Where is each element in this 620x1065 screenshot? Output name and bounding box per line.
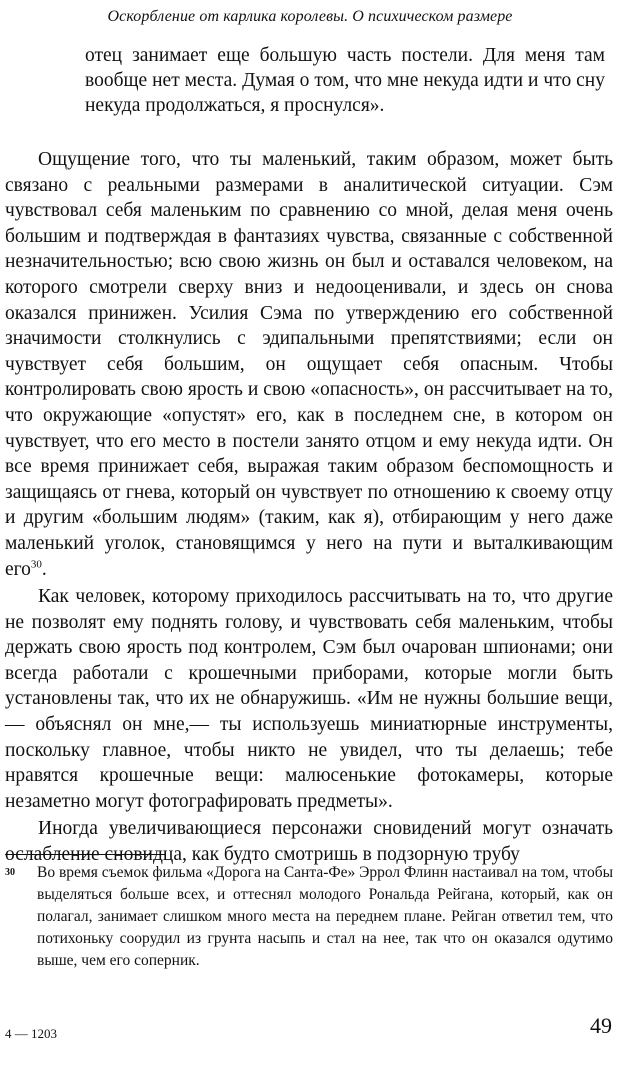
paragraph-1-end: . xyxy=(41,558,47,580)
paragraph-2: Как человек, которому приходилось рассчитывать на то, что другие не позволят ему поднять голову, и чувствовать себя маленьким, чтобы держать свою ярость под контролем, Сэм был очарован шпионами; они всегда работали с крошечными приборами, которые могли быть установлены так, что их не обнаружишь. «Им не нужны большие вещи,— объяснял он мне,— ты используешь миниатюрные инструменты, поскольку главное, чтобы никто не увидел, что ты делаешь; тебе нравятся крошечные вещи: малюсенькие фотокамеры, которые незаметно могут фотографировать предметы». xyxy=(5,586,613,812)
printer-signature: 4 — 1203 xyxy=(5,1026,57,1041)
footnote-mark: 30 xyxy=(5,867,15,878)
dream-quote-continuation: отец занимает еще большую часть постели. Для меня там вообще нет места. Думая о том, что мне некуда идти и что сну некуда продолжаться, я проснулся». xyxy=(85,45,605,116)
footnote-separator xyxy=(5,854,165,855)
footnote-reference[interactable]: 30 xyxy=(30,558,42,570)
footnote-text: Во время съемок фильма «Дорога на Санта-Фе» Эррол Флинн настаивал на том, чтобы выделяться больше всех, и оттеснял молодого Рональда Рейгана, который, как он полагал, занимает слишком много места на переднем плане. Рейган ответил тем, что потихоньку соорудил из грунта насыпь и стал на нее, так что он оказался одутимо выше, чем его соперник. xyxy=(37,864,613,969)
paragraph-3: Иногда увеличивающиеся персонажи сновидений могут означать ослабление сновидца, как будто смотришь в подзорную трубу xyxy=(5,818,613,866)
page-number: 49 xyxy=(590,1013,612,1038)
paragraph-1-text: Ощущение того, что ты маленький, таким образом, может быть связано с реальными размерами в аналитической ситуации. Сэм чувствовал себя маленьким по сравнению со мной, делая меня очень большим и подтверждая в фантазиях чувства, связанные с собственной незначительностью; всю свою жизнь он был и оставался человеком, на которого смотрели сверху вниз и недооценивали, и здесь он снова оказался принижен. Усилия Сэма по утверждению его собственной значимости столкнулись с эдипальными препятствиями; если он чувствует себя большим, он ощущает себя опасным. Чтобы контролировать свою ярость и свою «опасность», он рассчитывает на то, что окружающие «опустят» его, как в последнем сне, в котором он чувствует, что его место в постели занято отцом и ему некуда идти. Он все время принижает себя, выражая таким образом беспомощность и защищаясь от гнева, который он чувствует по отношению к своему отцу и другим «большим людям» (таким, как я), отбирающим у него даже маленький уголок, становящимся у него на пути и выталкивающим его xyxy=(5,149,613,580)
footnote xyxy=(5,862,613,972)
paragraph-1 xyxy=(5,147,613,582)
main-text xyxy=(5,147,613,868)
running-header: Оскорбление от карлика королевы. О психическом размере xyxy=(107,8,513,25)
